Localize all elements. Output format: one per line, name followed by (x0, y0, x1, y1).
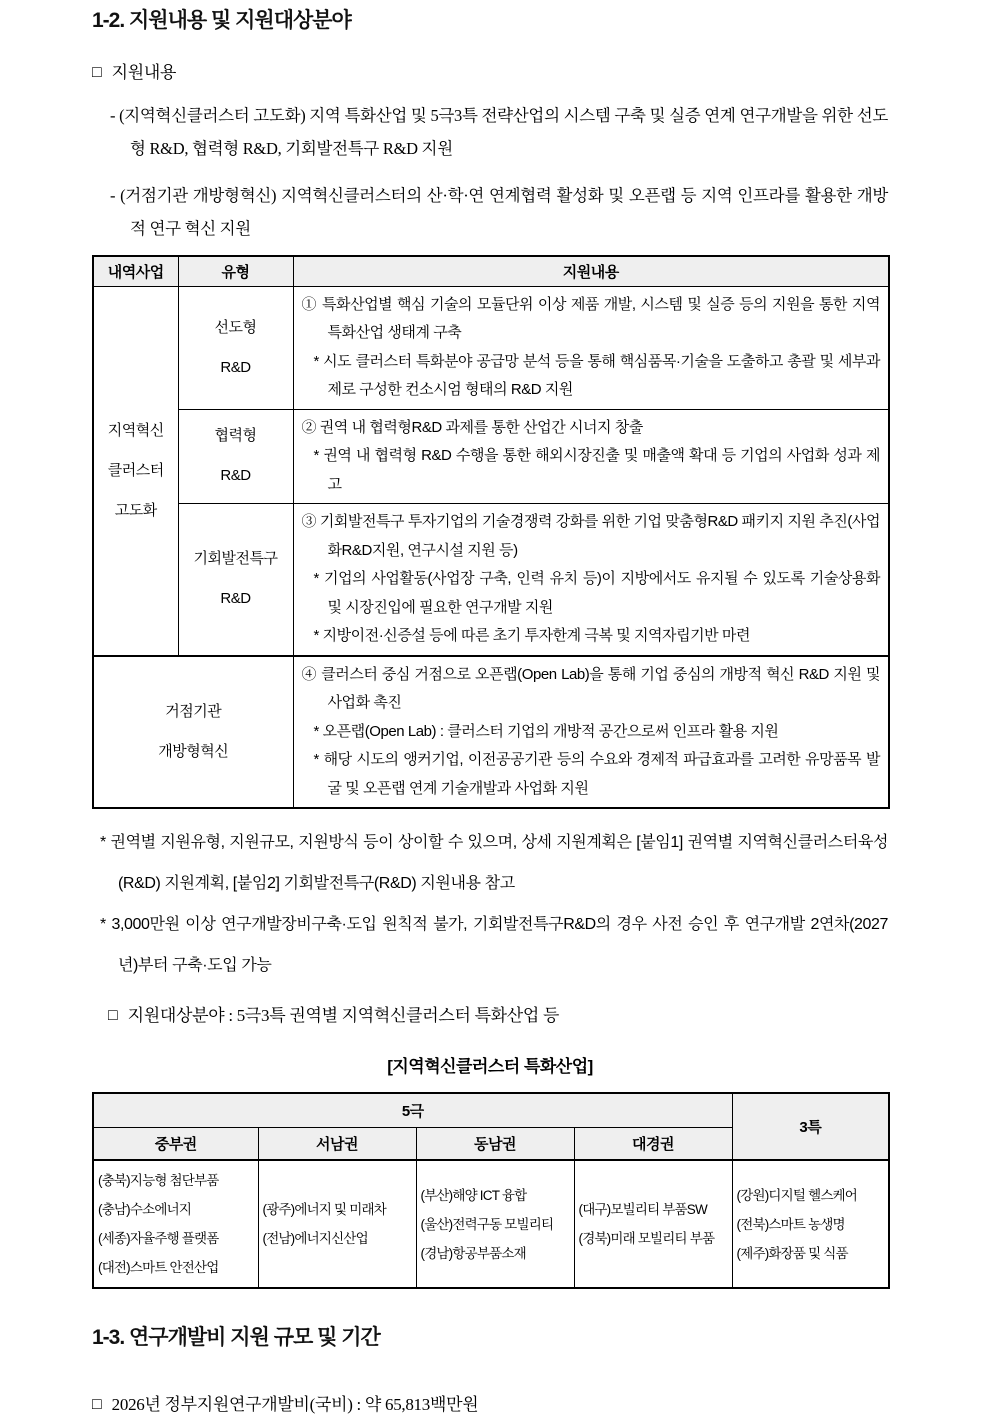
t2-cell-jungbu (93, 1160, 258, 1288)
target-field-heading (92, 1004, 888, 1028)
target-field-label: 지원대상분야 : 5극3특 권역별 지역혁신클러스터 특화산업 등 (127, 1006, 560, 1025)
support-bullet-cluster: - (지역혁신클러스터 고도화) 지역 특화산업 및 5극3특 전략산업의 시스템 구축 및 실증 연계 연구개발을 위한 선도형 R&D, 협력형 R&D, 기회발전특구 R&D 지원 (110, 106, 888, 158)
square-bullet-icon: □ (92, 64, 102, 81)
table-row (93, 504, 889, 656)
t1-content-leading-rnd (293, 286, 889, 409)
industry-item: (광주)에너지 및 미래차 (262, 1202, 386, 1217)
support-bullet-openlab: - (거점기관 개방형혁신) 지역혁신클러스터의 산·학·연 연계협력 활성화 및 오픈랩 등 지역 인프라를 활용한 개방적 연구 혁신 지원 (110, 186, 888, 238)
t1-content-line: * 지방이전·신증설 등에 따른 초기 투자한계 극복 및 지역자립기반 마련 (313, 627, 751, 644)
t1-content-line: ④ 클러스터 중심 거점으로 오픈랩(Open Lab)을 통해 기업 중심의 개방적 혁신 R&D 지원 및 사업화 촉진 (301, 665, 880, 711)
t1-content-line: * 권역 내 협력형 R&D 수행을 통한 해외시장진출 및 매출액 확대 등 기업의 사업화 성과 제고 (313, 447, 880, 493)
t1-header-type: 유형 (178, 256, 293, 286)
t1-content-hub-open-innovation (293, 656, 889, 809)
t2-cell-daegyeong (574, 1160, 732, 1288)
t2-header-seonam: 서남권 (258, 1127, 416, 1160)
t2-cell-seonam (258, 1160, 416, 1288)
t1-type-line: R&D (220, 358, 251, 376)
support-content-heading (92, 61, 888, 85)
t1-content-line: * 오픈랩(Open Lab) : 클러스터 기업의 개방적 공간으로써 인프라 활용 지원 (313, 722, 779, 740)
t1-header-row (93, 256, 889, 286)
t1-type-leading-rnd (178, 286, 293, 409)
t1-type-line: 기회발전특구 (193, 550, 278, 568)
t2-header-daegyeong: 대경권 (574, 1127, 732, 1160)
t1-type-line: R&D (220, 590, 251, 608)
industry-item: (전북)스마트 농생명 (736, 1216, 845, 1232)
t1-group-line: 클러스터 (107, 461, 164, 479)
table-row (93, 656, 889, 809)
industry-item: (대전)스마트 안전산업 (98, 1260, 219, 1275)
t1-content-line: ③ 기회발전특구 투자기업의 기술경쟁력 강화를 위한 기업 맞춤형R&D 패키지 지원 추진(사업화R&D지원, 연구시설 지원 등) (301, 513, 880, 559)
t1-content-line: * 해당 시도의 앵커기업, 이전공공기관 등의 수요와 경제적 파급효과를 고려한 유망품목 발굴 및 오픈랩 연계 기술개발과 사업화 지원 (313, 751, 880, 797)
support-heading-label: 지원내용 (111, 63, 177, 82)
square-bullet-icon: □ (92, 1396, 102, 1413)
footnote: * 3,000만원 이상 연구개발장비구축·도입 원칙적 불가, 기회발전특구R&D의 경우 사전 승인 후 연구개발 2연차(2027년)부터 구축·도입 가능 (100, 916, 888, 974)
t1-type-line: R&D (220, 467, 251, 485)
t1-type-cooperative-rnd (178, 409, 293, 504)
t1-group-hub-open-innovation (93, 656, 293, 809)
industry-item: (세종)자율주행 플랫폼 (98, 1231, 219, 1246)
industry-item: (전남)에너지신산업 (262, 1231, 368, 1246)
budget-heading (92, 1393, 888, 1417)
industry-item: (경북)미래 모빌리티 부품 (578, 1231, 715, 1246)
industry-item: (충북)지능형 첨단부품 (98, 1173, 219, 1188)
budget-label: 2026년 정부지원연구개발비(국비) : 약 65,813백만원 (111, 1395, 479, 1414)
t1-header-detail-project: 내역사업 (93, 256, 178, 286)
t1-content-opportunity-zone-rnd (293, 504, 889, 656)
table-row (93, 409, 889, 504)
specialized-industry-table (92, 1092, 890, 1289)
t1-type-opportunity-zone-rnd (178, 504, 293, 656)
t1-content-line: ② 권역 내 협력형R&D 과제를 통한 산업간 시너지 창출 (301, 418, 643, 436)
t1-content-cooperative-rnd (293, 409, 889, 504)
t1-type-line: 거점기관 (165, 702, 222, 720)
t1-type-line: 선도형 (214, 318, 257, 336)
t2-header-5pole: 5극 (93, 1093, 732, 1127)
industry-item: (울산)전력구동 모빌리티 (420, 1216, 554, 1232)
t2-cell-3special (732, 1160, 889, 1288)
industry-item: (제주)화장품 및 식품 (736, 1245, 848, 1261)
t2-header-3special: 3특 (732, 1093, 889, 1160)
t1-group-line: 고도화 (114, 501, 157, 519)
t2-top-header-row (93, 1093, 889, 1127)
table2-caption: [지역혁신클러스터 특화산업] (387, 1057, 593, 1076)
t1-header-support-content: 지원내용 (293, 256, 889, 286)
t2-header-dongnam: 동남권 (416, 1127, 574, 1160)
footnote: * 권역별 지원유형, 지원규모, 지원방식 등이 상이할 수 있으며, 상세 지원계획은 [붙임1] 권역별 지역혁신클러스터육성(R&D) 지원계획, [붙임2] 기회발전특구(R&D) 지원내용 참고 (100, 834, 888, 892)
t2-cell-dongnam (416, 1160, 574, 1288)
t2-header-jungbu: 중부권 (93, 1127, 258, 1160)
square-bullet-icon: □ (108, 1007, 118, 1024)
table-row (93, 286, 889, 409)
t1-content-line: ① 특화산업별 핵심 기술의 모듈단위 이상 제품 개발, 시스템 및 실증 등의 지원을 통한 지역 특화산업 생태계 구축 (301, 295, 880, 341)
table1-footnotes (92, 822, 888, 986)
table-row (93, 1160, 889, 1288)
t1-content-line: * 시도 클러스터 특화분야 공급망 분석 등을 통해 핵심품목·기술을 도출하고 총괄 및 세부과제로 구성한 컨소시엄 형태의 R&D 지원 (313, 352, 880, 398)
t1-type-line: 협력형 (214, 427, 257, 445)
industry-item: (강원)디지털 헬스케어 (736, 1187, 858, 1203)
section-title-1-3: 1-3. 연구개발비 지원 규모 및 기간 (92, 1326, 380, 1349)
t1-group-line: 지역혁신 (107, 421, 164, 439)
industry-item: (대구)모빌리티 부품SW (578, 1202, 707, 1217)
section-title-1-2: 1-2. 지원내용 및 지원대상분야 (92, 9, 351, 32)
industry-item: (충남)수소에너지 (98, 1202, 192, 1217)
industry-item: (부산)해양 ICT 융합 (420, 1187, 527, 1203)
t1-group-cluster-label (93, 286, 178, 656)
t1-content-line: * 기업의 사업활동(사업장 구축, 인력 유치 등)이 지방에서도 유지될 수 있도록 기술상용화 및 시장진입에 필요한 연구개발 지원 (313, 570, 880, 616)
industry-item: (경남)항공부품소재 (420, 1245, 526, 1261)
t1-type-line: 개방형혁신 (158, 742, 229, 760)
support-content-table (92, 255, 890, 809)
